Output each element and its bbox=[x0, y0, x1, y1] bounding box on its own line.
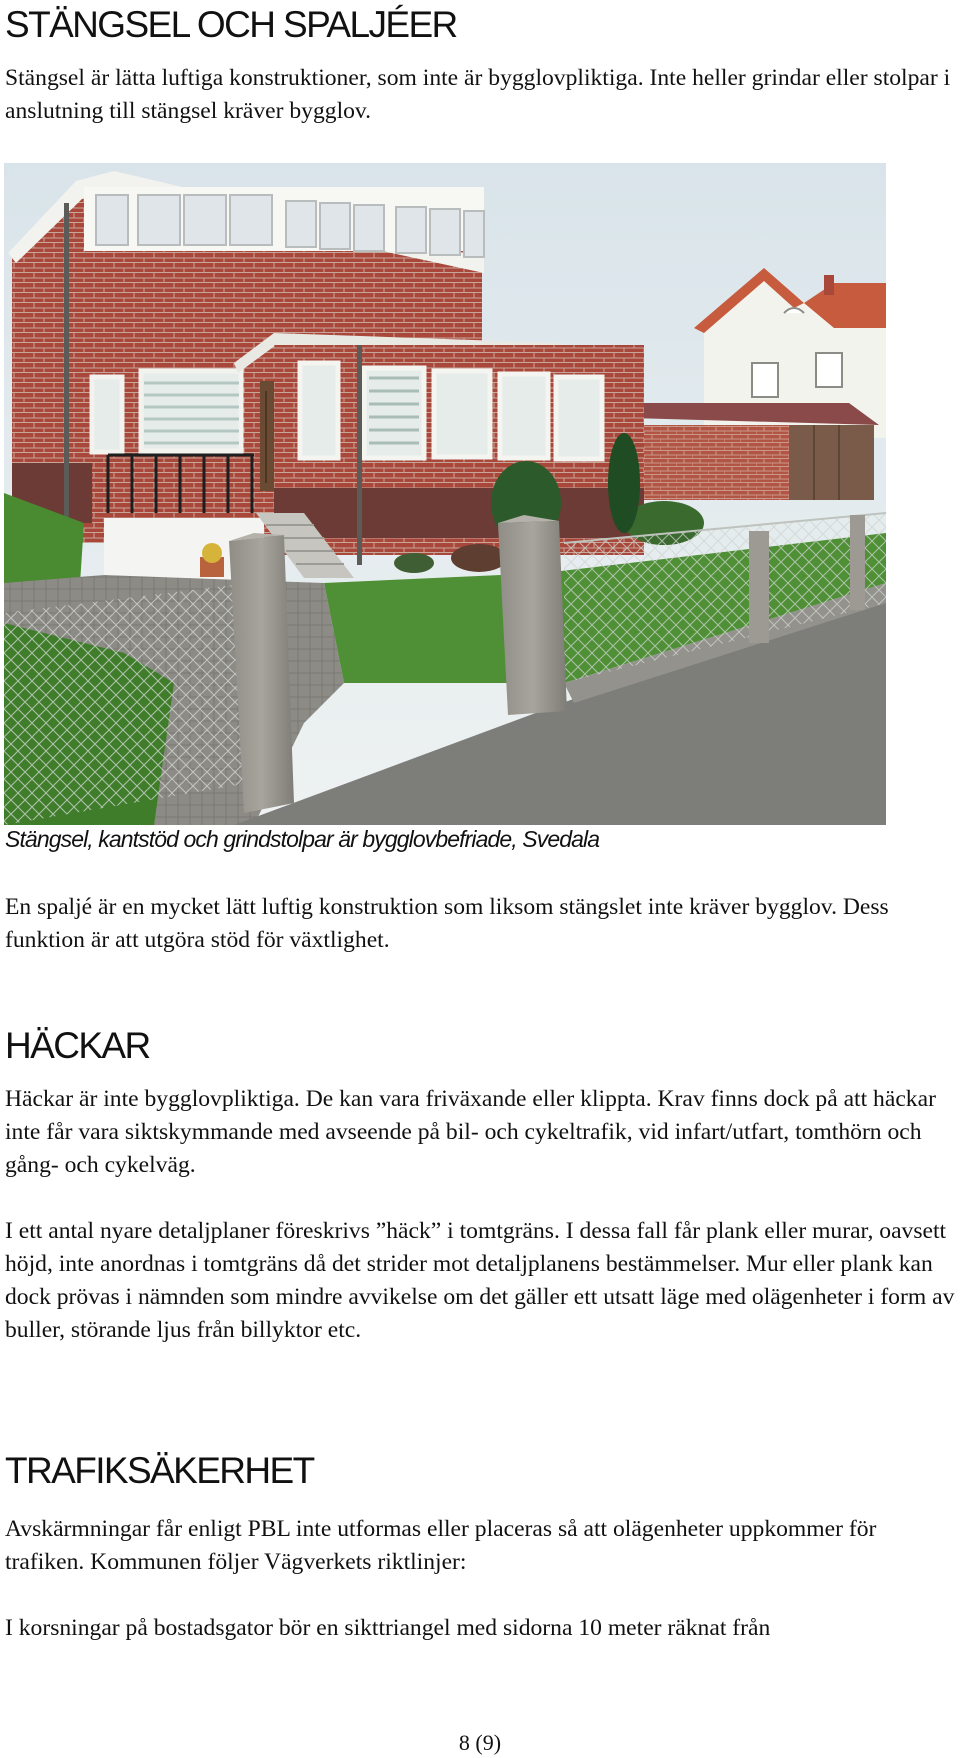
heading-trafiksakerhet: TRAFIKSÄKERHET bbox=[5, 1450, 314, 1491]
paragraph-spalje: En spaljé är en mycket lätt luftig konstruktion som liksom stängslet inte kräver bygglov. Dess funktion är att utgöra stöd för växtlighet. bbox=[5, 894, 889, 953]
page-number: 8 (9) bbox=[458, 1730, 502, 1755]
paragraph-hackar-1: Häckar är inte bygglovpliktiga. De kan vara friväxande eller klippta. Krav finns dock på att häckar inte får vara siktskymmande med avseende på bil- och cykeltrafik, vid infart/utfart, tomthörn och gång- och cykelväg. bbox=[5, 1086, 936, 1178]
paragraph-trafik-1: Avskärmningar får enligt PBL inte utformas eller placeras så att olägenheter uppkommer för trafiken. Kommunen följer Vägverkets riktlinjer: bbox=[5, 1516, 877, 1575]
photo-caption: Stängsel, kantstöd och grindstolpar är bygglovbefriade, Svedala bbox=[5, 826, 600, 852]
paragraph-stangsel: Stängsel är lätta luftiga konstruktioner, som inte är bygglovpliktiga. Inte heller grindar eller stolpar i anslutning till stängsel kräver bygglov. bbox=[5, 65, 951, 124]
heading-stangsel: STÄNGSEL OCH SPALJÉER bbox=[5, 4, 457, 45]
heading-hackar: HÄCKAR bbox=[5, 1025, 150, 1066]
house-fence-photo bbox=[4, 163, 886, 825]
paragraph-trafik-2: I korsningar på bostadsgator bör en sikttriangel med sidorna 10 meter räknat från bbox=[5, 1615, 771, 1641]
paragraph-hackar-2: I ett antal nyare detaljplaner föreskrivs ”häck” i tomtgräns. I dessa fall får plank eller murar, oavsett höjd, inte anordnas i tomtgräns då det strider mot detaljplanens bestämmelser. Mur eller plank kan dock prövas i nämnden som mindre avvikelse om det gäller ett utsatt läge med olägenheter i form av buller, störande ljus från billyktor etc. bbox=[5, 1218, 955, 1343]
